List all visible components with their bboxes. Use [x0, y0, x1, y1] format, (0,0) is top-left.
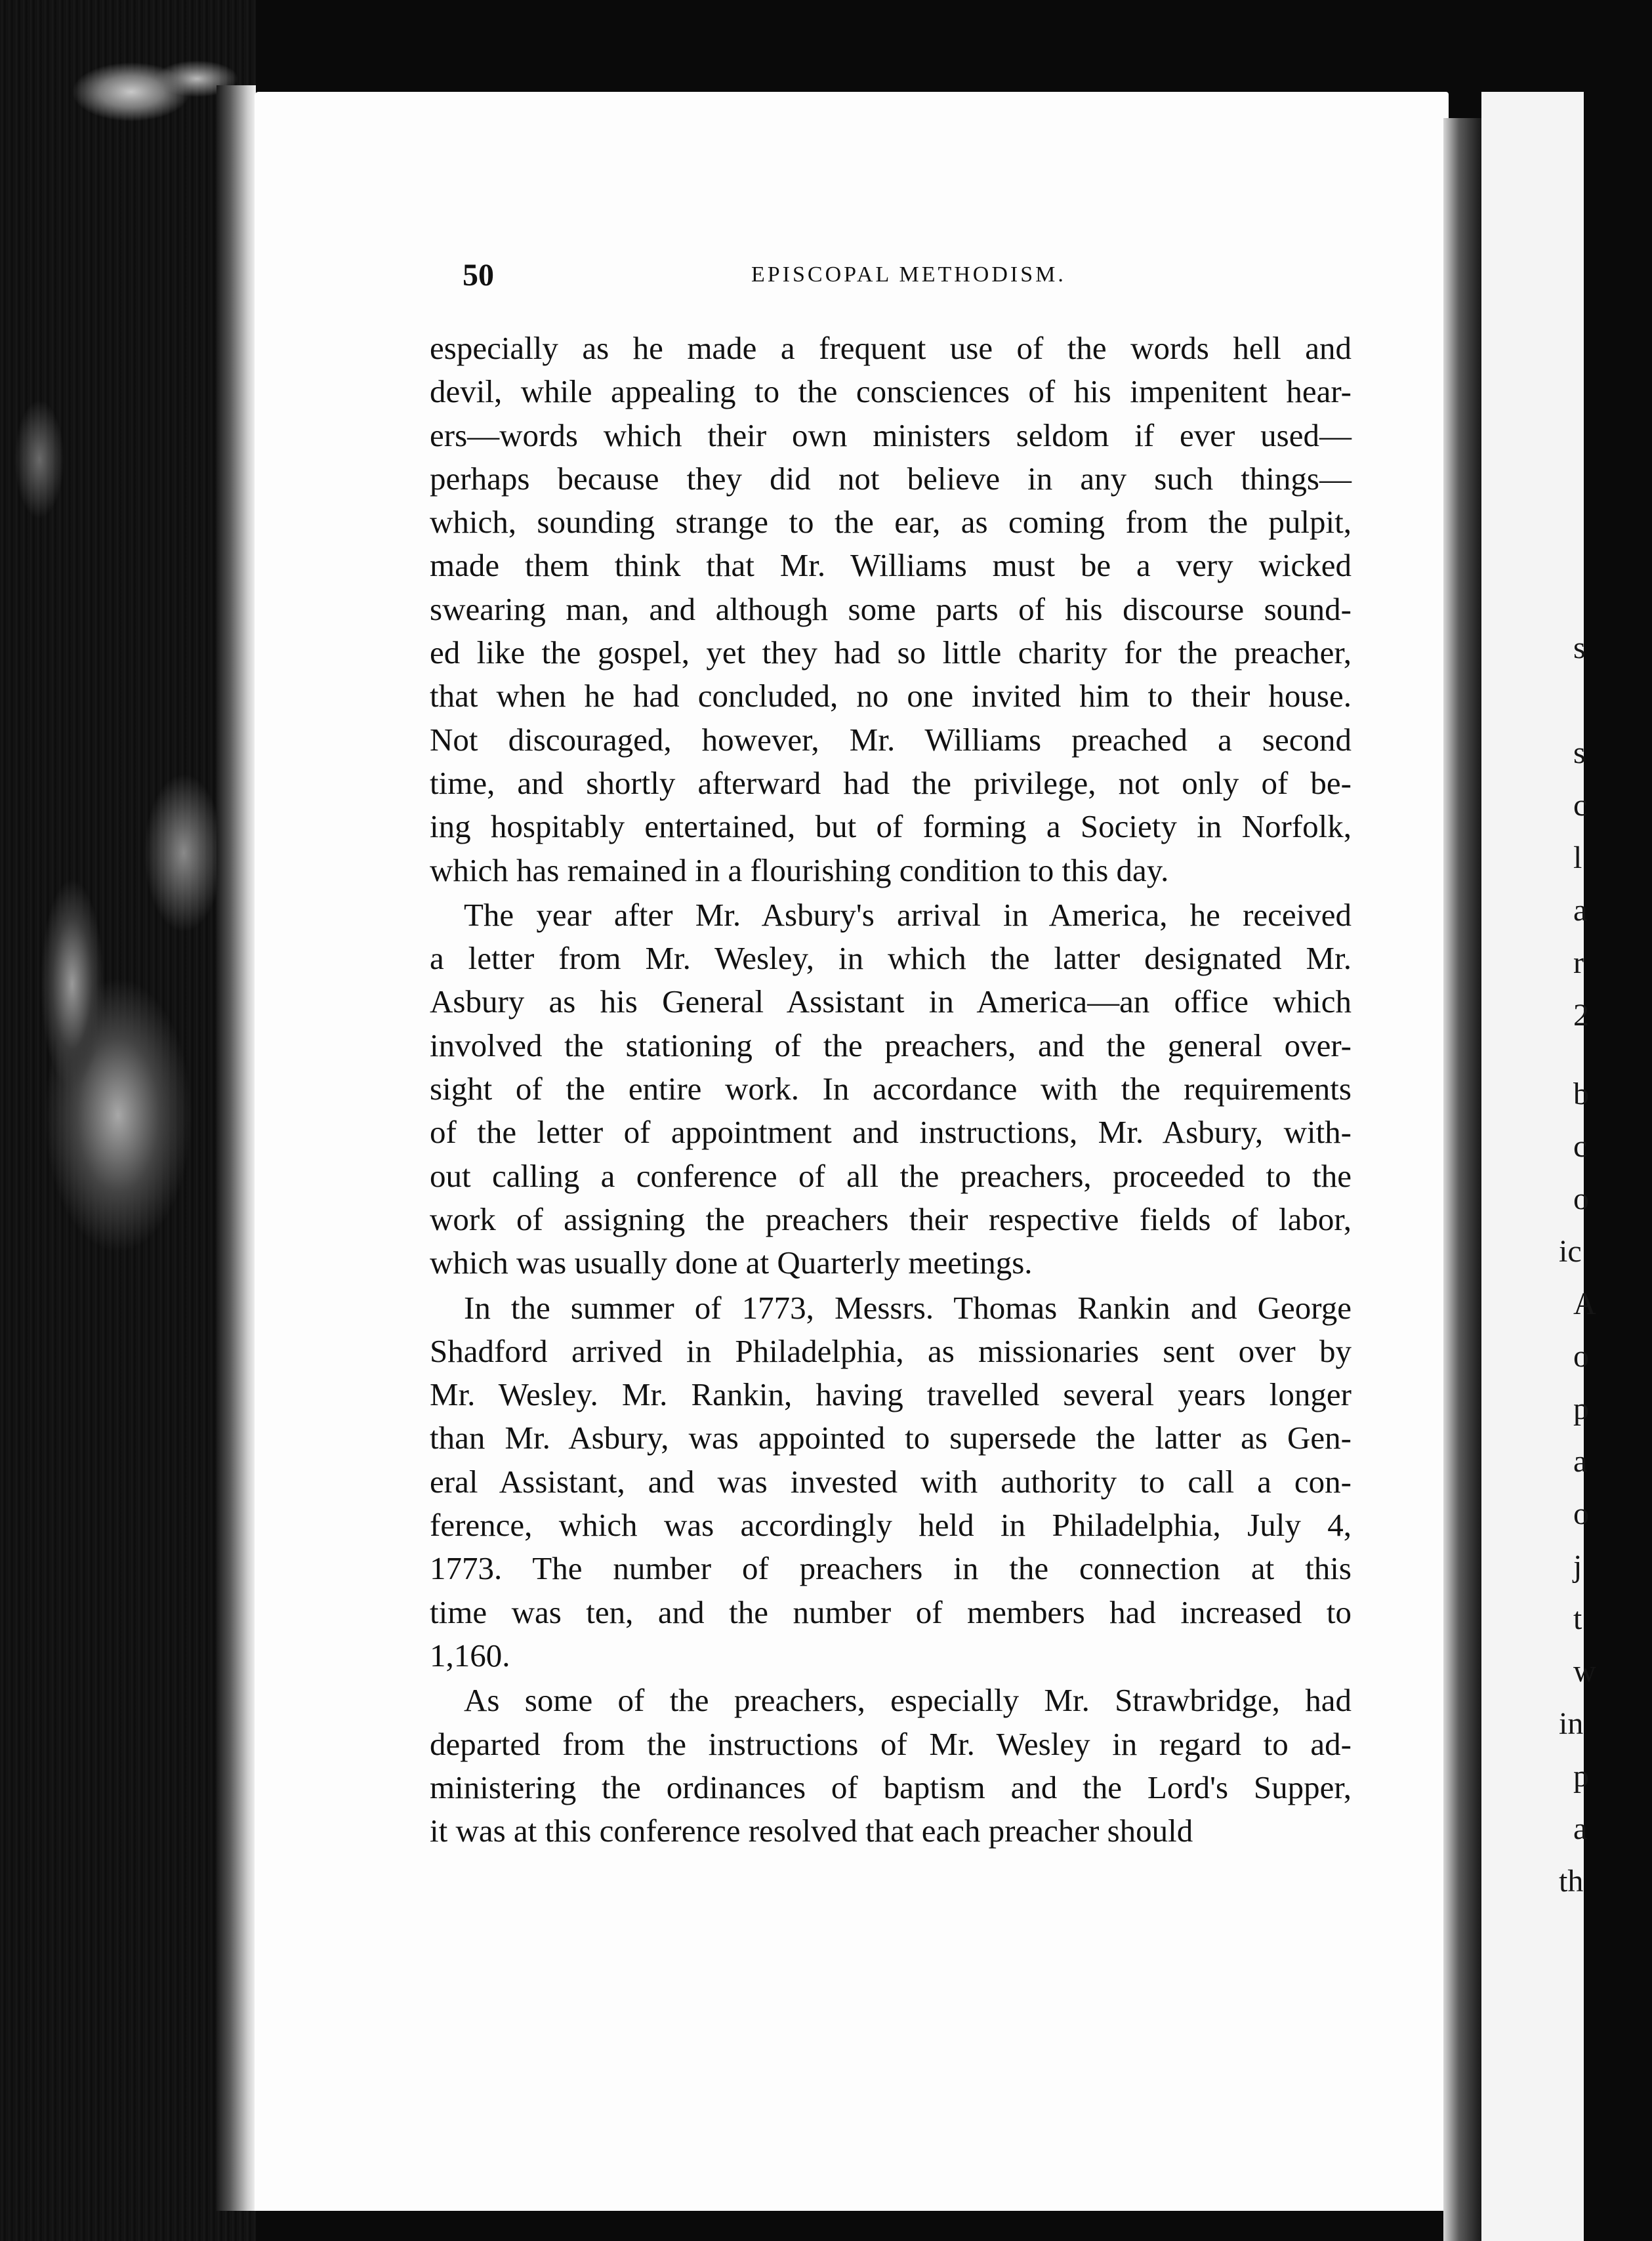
facing-page-fragment: a [1573, 893, 1588, 928]
page-header [463, 257, 1348, 297]
text-line: that when he had concluded, no one invited him to their house. [430, 678, 1352, 714]
text-line: swearing man, and although some parts of his discourse sound- [430, 590, 1352, 627]
text-line: devil, while appealing to the consciences of his impenitent hear- [430, 373, 1352, 410]
text-line: involved the stationing of the preachers, and the general over- [430, 1027, 1352, 1063]
text-line: ed like the gospel, yet they had so little charity for the preacher, [430, 634, 1352, 671]
text-line: which has remained in a flourishing condition to this day. [430, 852, 1169, 888]
text-line: perhaps because they did not believe in any such things— [430, 460, 1352, 497]
text-line: it was at this conference resolved that each preacher should [430, 1813, 1193, 1849]
text-line: a letter from Mr. Wesley, in which the latter designated Mr. [430, 940, 1352, 977]
facing-page-fragment: ic [1559, 1234, 1582, 1269]
body-text [430, 327, 1352, 1854]
facing-page-fragment: j [1573, 1549, 1582, 1584]
text-line: of the letter of appointment and instructions, Mr. Asbury, with- [430, 1114, 1352, 1151]
facing-page-fragment: s [1573, 735, 1586, 770]
text-line: In the summer of 1773, Messrs. Thomas Rankin and George [464, 1289, 1352, 1326]
text-line: Shadford arrived in Philadelphia, as missionaries sent over by [430, 1332, 1352, 1369]
text-line: ference, which was accordingly held in Philadelphia, July 4, [430, 1507, 1352, 1544]
page-edge-shadow [217, 85, 256, 2211]
facing-page-fragment: A [1573, 1286, 1596, 1321]
facing-page-fragment: r [1573, 945, 1584, 980]
paragraph-gap [430, 1853, 1352, 1854]
facing-page-fragment: in [1559, 1706, 1584, 1741]
facing-page-edge [1481, 92, 1596, 2241]
facing-page-fragment: p [1573, 1391, 1589, 1426]
facing-page-fragment: w [1573, 1654, 1596, 1689]
text-line: out calling a conference of all the preachers, proceeded to the [430, 1157, 1352, 1194]
text-line: departed from the instructions of Mr. Wesley in regard to ad- [430, 1725, 1352, 1762]
facing-page-fragment: s [1573, 630, 1586, 665]
page-number: 50 [463, 258, 494, 293]
facing-page-fragment: c [1573, 1129, 1588, 1164]
facing-page-fragment: p [1573, 1759, 1589, 1794]
text-line: As some of the preachers, especially Mr. Strawbridge, had [464, 1682, 1352, 1719]
text-line: work of assigning the preachers their respective fields of labor, [430, 1201, 1352, 1237]
facing-page-fragment: th [1559, 1864, 1584, 1899]
text-line: time, and shortly afterward had the privilege, not only of be- [430, 764, 1352, 801]
facing-page-fragment: o [1573, 1182, 1589, 1216]
book-gutter [1443, 118, 1483, 2241]
text-line: ministering the ordinances of baptism and the Lord's Supper, [430, 1769, 1352, 1805]
facing-page-fragment: 2 [1573, 998, 1589, 1033]
facing-page-fragment: a [1573, 1811, 1588, 1846]
facing-page-fragment: o [1573, 1339, 1589, 1374]
text-line: eral Assistant, and was invested with authority to call a con- [430, 1463, 1352, 1500]
text-line: 1773. The number of preachers in the connection at this [430, 1550, 1352, 1587]
facing-page-fragment: o [1573, 1496, 1589, 1531]
text-line: Mr. Wesley. Mr. Rankin, having travelled several years longer [430, 1376, 1352, 1413]
facing-page-fragment: l [1573, 840, 1582, 875]
text-line: time was ten, and the number of members had increased to [430, 1593, 1352, 1630]
text-line: The year after Mr. Asbury's arrival in America, he received [464, 896, 1352, 933]
text-line: sight of the entire work. In accordance with the requirements [430, 1071, 1352, 1107]
text-line: than Mr. Asbury, was appointed to supersede the latter as Gen- [430, 1420, 1352, 1456]
text-line: which, sounding strange to the ear, as coming from the pulpit, [430, 504, 1352, 541]
running-title: EPISCOPAL METHODISM. [751, 262, 1066, 287]
text-line: which was usually done at Quarterly meetings. [430, 1244, 1033, 1281]
facing-page-fragment: a [1573, 1444, 1588, 1479]
text-line: Asbury as his General Assistant in America—an office which [430, 983, 1352, 1020]
text-line: Not discouraged, however, Mr. Williams preached a second [430, 721, 1352, 758]
text-line: ing hospitably entertained, but of forming a Society in Norfolk, [430, 808, 1352, 845]
facing-page-fragment: c [1573, 788, 1588, 823]
text-line: 1,160. [430, 1637, 510, 1674]
text-line: made them think that Mr. Williams must be a very wicked [430, 547, 1352, 584]
facing-page-fragment: t [1573, 1601, 1582, 1636]
text-line: especially as he made a frequent use of the words hell and [430, 330, 1352, 366]
text-line: ers—words which their own ministers seldom if ever used— [430, 417, 1352, 453]
facing-page-fragment: b [1573, 1077, 1589, 1111]
